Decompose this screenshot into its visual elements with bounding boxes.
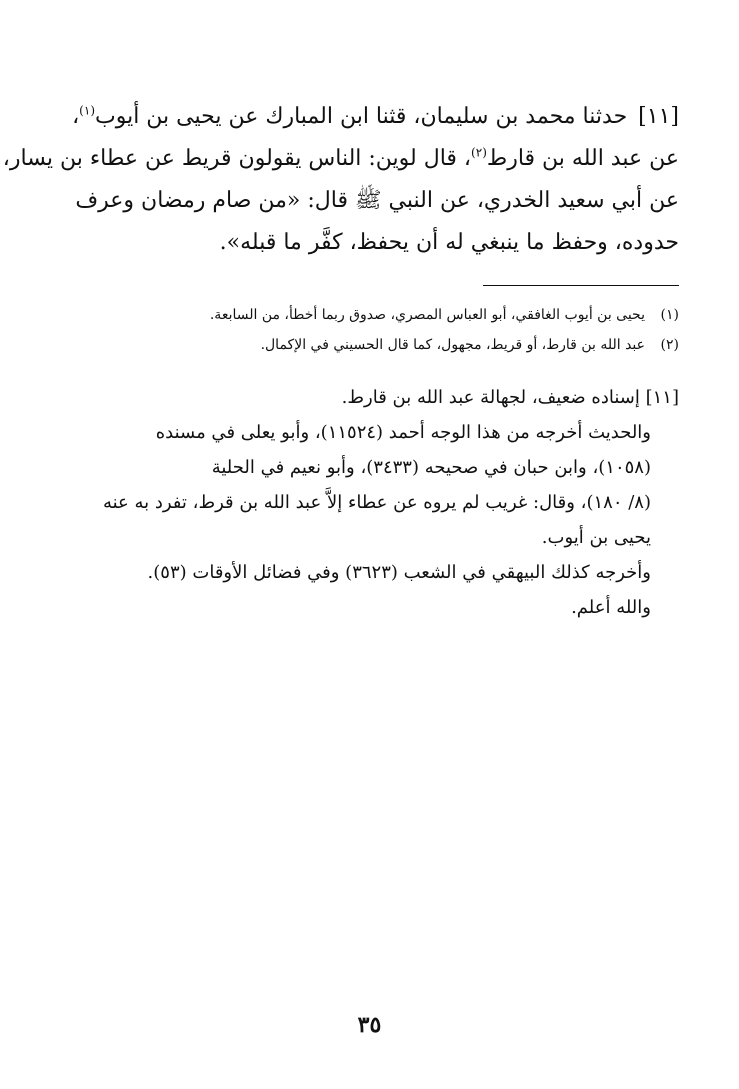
footnote-number: (٢) <box>660 337 679 353</box>
commentary-line: (١٠٥٨)، وابن حبان في صحيحه (٣٤٣٣)، وأبو نعيم في الحلية <box>211 457 651 478</box>
commentary-line: (٨/ ١٨٠)، وقال: غريب لم يروه عن عطاء إلاَّ عبد الله بن قرط، تفرد به عنه <box>102 492 651 513</box>
footnotes <box>49 300 679 360</box>
footnote-divider <box>483 285 679 286</box>
commentary-heading: [١١] إسناده ضعيف، لجهالة عبد الله بن قارط. <box>341 387 679 408</box>
footnote-1 <box>49 300 679 330</box>
commentary-line: يحيى بن أيوب. <box>541 527 651 548</box>
commentary <box>49 380 679 625</box>
footnote-ref-1[interactable]: (١) <box>79 103 95 118</box>
footnote-2 <box>49 330 679 360</box>
footnote-text: عبد الله بن قارط، أو قريط، مجهول، كما قال الحسيني في الإكمال. <box>260 337 645 353</box>
hadith-number: [١١] <box>638 104 679 129</box>
hadith-text-segment: حدثنا محمد بن سليمان، قثنا ابن المبارك عن يحيى بن أيوب <box>95 104 628 129</box>
hadith-line: عن أبي سعيد الخدري، عن النبي ﷺ قال: «من صام رمضان وعرف <box>75 188 679 213</box>
commentary-line: وأخرجه كذلك البيهقي في الشعب (٣٦٢٣) وفي فضائل الأوقات (٥٣). <box>147 562 651 583</box>
hadith-line <box>49 96 679 138</box>
hadith-line <box>2 138 679 180</box>
footnote-ref-2[interactable]: (٢) <box>471 145 487 160</box>
footnote-number: (١) <box>660 307 679 323</box>
hadith-text-segment: عن عبد الله بن قارط <box>486 146 679 171</box>
page-number: ٣٥ <box>357 1012 382 1038</box>
hadith-text-segment: ، <box>72 104 80 129</box>
footnote-text: يحيى بن أيوب الغافقي، أبو العباس المصري، صدوق ربما أخطأ، من السابعة. <box>209 307 645 323</box>
hadith-text <box>2 96 679 264</box>
commentary-line: والحديث أخرجه من هذا الوجه أحمد (١١٥٢٤)، وأبو يعلى في مسنده <box>155 422 651 443</box>
commentary-line: والله أعلم. <box>571 597 651 618</box>
hadith-text-segment: ، قال لوين: الناس يقولون قريط عن عطاء بن يسار، <box>2 146 472 171</box>
hadith-line: حدوده، وحفظ ما ينبغي له أن يحفظ، كفَّر ما قبله». <box>219 230 679 255</box>
